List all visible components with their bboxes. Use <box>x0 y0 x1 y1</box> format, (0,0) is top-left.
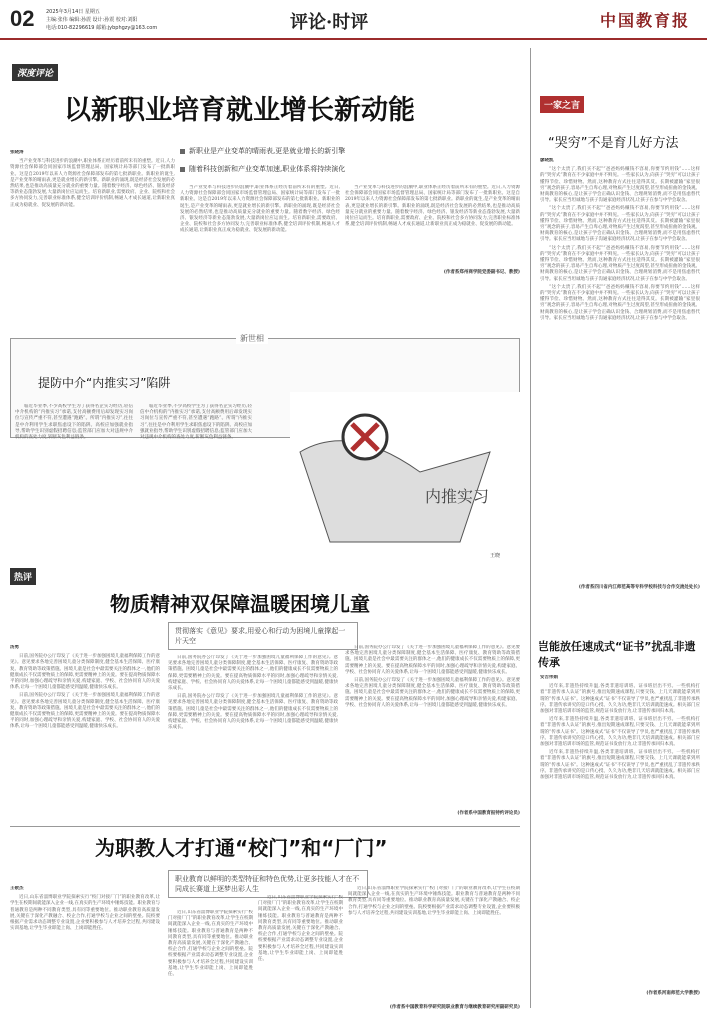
bottom-body-col3 <box>258 895 343 1015</box>
author-name: 王敬杰 <box>10 886 24 891</box>
body-text: “这个太贵了,我们买不起”“爸爸妈妈赚钱不容易,你要节约用钱”……这样的“哭穷式”教育在不少家庭中并不鲜见。一些家长认为,向孩子“哭穷”可以让孩子懂得节俭、珍惜财物。然而,这种教育方式往往适得其反。长期被灌输“家里很穷”观念的孩子,容易产生自卑心理,对物质产生过度渴望,甚至形成扭曲的金钱观。财商教育的核心,是让孩子学会正确认识金钱、合理规划消费,而不是用焦虑替代引导。家长应当坦诚地与孩子沟通家庭经济状况,让孩子在参与中学会取舍。 <box>540 245 700 282</box>
bottom-body-col2 <box>168 910 253 1015</box>
right2-body <box>540 675 700 985</box>
page-number: 02 <box>10 6 35 31</box>
body-text: 近年来,非遗热持续升温,各类非遗培训班、证书班层出不穷。一些机构打着“非遗传承人认证”的旗号,推出短期速成课程,只要交钱、上几天课就能拿到所谓的“传承人证书”。这种速成式“证书”不仅误导了学员,也严重扰乱了非遗传承秩序。非遗传承讲究的是口传心授、久久为功,绝非几天培训就能速成。相关部门应加强对非遗培训市场的监管,规范证书发放行为,让非遗传承回归本真。 <box>540 684 700 715</box>
hot-body-col1 <box>10 645 160 815</box>
main-body-col2 <box>180 185 340 265</box>
body-text: 近日,山东省淄博职业学院探索实行“校门对接厂门”的职业教育改革,让学生在校期间就能深入企业一线,在真实的生产环境中锤炼技能。职业教育与普通教育是两种不同教育类型,具有同等重要地位。推动职业教育高质量发展,关键在于深化产教融合、校企合作,打通学校与企业之间的壁垒。院校要根据产业需求动态调整专业设置,企业要积极参与人才培养全过程,共同建设实训基地,让学生毕业即能上岗、上岗即能胜任。 <box>348 886 520 916</box>
body-text: 近日,山东省淄博职业学院探索实行“校门对接厂门”的职业教育改革,让学生在校期间就能深入企业一线,在真实的生产环境中锤炼技能。职业教育与普通教育是两种不同教育类型,具有同等重要地位。推动职业教育高质量发展,关键在于深化产教融合、校企合作,打通学校与企业之间的壁垒。院校要根据产业需求动态调整专业设置,企业要积极参与人才培养全过程,共同建设实训基地,让学生毕业即能上岗、上岗即能胜任。 <box>168 910 253 978</box>
body-text: 日前,国务院办公厅印发了《关于进一步加强困境儿童福利保障工作的意见》。意见要求各地完善困境儿童分类保障制度,健全基本生活保障、医疗康复、教育资助等政策措施。困境儿童是社会中最需要关注的群体之一,他们的健康成长不仅需要物质上的保障,更需要精神上的关爱。要在提高物质保障水平的同时,加强心理疏导和亲情关爱,构建家庭、学校、社会协同育人的关爱体系,让每一个困境儿童都能感受到温暖,健康快乐成长。 <box>345 645 520 675</box>
tag-xinshixiang: 新世相 <box>236 333 268 344</box>
right2-author-note: (作者系河南师范大学教授) <box>646 991 700 996</box>
main-body-col3 <box>345 185 520 265</box>
body-text: “这个太贵了,我们买不起”“爸爸妈妈赚钱不容易,你要节约用钱”……这样的“哭穷式”教育在不少家庭中并不鲜见。一些家长认为,向孩子“哭穷”可以让孩子懂得节俭、珍惜财物。然而,这种教育方式往往适得其反。长期被灌输“家里很穷”观念的孩子,容易产生自卑心理,对物质产生过度渴望,甚至形成扭曲的金钱观。财商教育的核心,是让孩子学会正确认识金钱、合理规划消费,而不是用焦虑替代引导。家长应当坦诚地与孩子沟通家庭经济状况,让孩子在参与中学会取舍。 <box>540 284 700 321</box>
square-bullet-icon <box>180 167 185 172</box>
bullet-text: 新职业是产业变革的晴雨表,更是就业增长的新引擎 <box>189 147 346 155</box>
bullet-1 <box>180 146 510 156</box>
internship-illustration <box>290 392 520 562</box>
bottom-pull-quote: 职业教育以鲜明的类型特征和特色优势,让更多技能人才在不同成长赛道上逐梦出彩人生 <box>168 870 368 898</box>
body-text: “这个太贵了,我们买不起”“爸爸妈妈赚钱不容易,你要节约用钱”……这样的“哭穷式”教育在不少家庭中并不鲜见。一些家长认为,向孩子“哭穷”可以让孩子懂得节俭、珍惜财物。然而,这种教育方式往往适得其反。长期被灌输“家里很穷”观念的孩子,容易产生自卑心理,对物质产生过度渴望,甚至形成扭曲的金钱观。财商教育的核心,是让孩子学会正确认识金钱、合理规划消费,而不是用焦虑替代引导。家长应当坦诚地与孩子沟通家庭经济状况,让孩子在参与中学会取舍。 <box>540 206 700 243</box>
right1-author-note: (作者系四川省内江师范高等专科学校科技与合作交流处处长) <box>578 585 700 590</box>
bottom-title: 为职教人才打通“校门”和“厂门” <box>95 836 388 860</box>
body-text: 近年来,非遗热持续升温,各类非遗培训班、证书班层出不穷。一些机构打着“非遗传承人认证”的旗号,推出短期速成课程,只要交钱、上几天课就能拿到所谓的“传承人证书”。这种速成式“证书”不仅误导了学员,也严重扰乱了非遗传承秩序。非遗传承讲究的是口传心授、久久为功,绝非几天培训就能速成。相关部门应加强对非遗培训市场的监管,规范证书发放行为,让非遗传承回归本真。 <box>540 717 700 748</box>
hot-pull-quote: 贯彻落实《意见》要求,用爱心和行动为困境儿童撑起一片天空 <box>168 622 358 650</box>
body-text: 近年来,非遗热持续升温,各类非遗培训班、证书班层出不穷。一些机构打着“非遗传承人认证”的旗号,推出短期速成课程,只要交钱、上几天课就能拿到所谓的“传承人证书”。这种速成式“证书”不仅误导了学员,也严重扰乱了非遗传承秩序。非遗传承讲究的是口传心授、久久为功,绝非几天培训就能速成。相关部门应加强对非遗培训市场的监管,规范证书发放行为,让非遗传承回归本真。 <box>540 750 700 781</box>
stamped-internship-text: 内推实习 <box>425 487 490 506</box>
author-name: 廖晓凯 <box>540 158 554 163</box>
bullet-text: 随着科技创新和产业变革加速,职业体系将持续演化 <box>189 165 346 173</box>
hot-body-col3 <box>345 645 520 805</box>
body-text: “这个太贵了,我们买不起”“爸爸妈妈赚钱不容易,你要节约用钱”……这样的“哭穷式”教育在不少家庭中并不鲜见。一些家长认为,向孩子“哭穷”可以让孩子懂得节俭、珍惜财物。然而,这种教育方式往往适得其反。长期被灌输“家里很穷”观念的孩子,容易产生自卑心理,对物质产生过度渴望,甚至形成扭曲的金钱观。财商教育的核心,是让孩子学会正确认识金钱、合理规划消费,而不是用焦虑替代引导。家长应当坦诚地与孩子沟通家庭经济状况,让孩子在参与中学会取舍。 <box>540 167 700 204</box>
main-author-note: (作者系郑州商学院党委副书记、教授) <box>443 270 520 275</box>
bottom-body-col1 <box>10 886 160 1016</box>
body-text: 临近毕业季,不少高校学生为了获得名企实习经历,轻信中介机构的“内推实习”承诺,支付高额费用后却发现实习岗位与宣传严重不符,甚至遭遇“跑路”。所谓“内推实习”,往往是中介利用学生求职焦虑设下的陷阱。高校应加强就业指导,帮助学生识别虚假招聘信息;监管部门应加大对违规中介机构的查处力度,斩断灰色利益链条。 <box>140 404 252 441</box>
hot-author-note: (作者系中国教育报特约评论员) <box>457 811 520 816</box>
bullet-2 <box>180 164 510 174</box>
main-headline: 以新职业培育就业增长新动能 <box>64 95 415 126</box>
section-title: 评论·时评 <box>290 12 369 33</box>
body-text: 日前,国务院办公厅印发了《关于进一步加强困境儿童福利保障工作的意见》。意见要求各地完善困境儿童分类保障制度,健全基本生活保障、医疗康复、教育资助等政策措施。困境儿童是社会中最需要关注的群体之一,他们的健康成长不仅需要物质上的保障,更需要精神上的关爱。要在提高物质保障水平的同时,加强心理疏导和亲情关爱,构建家庭、学校、社会协同育人的关爱体系,让每一个困境儿童都能感受到温暖,健康快乐成长。 <box>168 694 338 731</box>
right1-title: “哭穷”不是育儿好方法 <box>548 136 679 151</box>
page-header <box>0 0 707 40</box>
body-text: 当产业变革与科技进步的浪潮中,职业体系正经历着前所未有的重塑。近日,人力资源社会保障部会同国家市场监督管理总局、国家统计局等部门发布了一批新职业。这是自2019年以来人力资源社会保障部发布的第七批新职业。新职业的诞生,是产业变革的晴雨表,更是就业增长的新引擎。新职业的涌现,既是经济社会发展的必然结果,也是推动高质量充分就业的重要力量。随着数字经济、绿色经济、银发经济等新业态蓬勃发展,大量新岗位应运而生。培育新职业,需要政府、企业、院校和社会多方协同发力,完善职业标准体系,健全培训评价机制,畅通人才成长通道,让新职业真正成为稳就业、促发展的新动能。 <box>10 159 175 208</box>
tag-rexping: 热评 <box>10 568 36 585</box>
column-logo: 深度评论 <box>12 64 58 81</box>
newspaper-name: 中国教育报 <box>600 11 691 30</box>
author-name: 张晓涛 <box>10 150 24 155</box>
commentary-body-col2 <box>140 404 252 484</box>
contact-line: 电话:010-82296619 邮箱:jybphgzy@163.com <box>46 25 158 31</box>
hot-title: 物质精神双保障温暖困境儿童 <box>110 592 370 616</box>
author-name: 安吉伟娟 <box>540 675 558 680</box>
body-text: 近日,山东省淄博职业学院探索实行“校门对接厂门”的职业教育改革,让学生在校期间就能深入企业一线,在真实的生产环境中锤炼技能。职业教育与普通教育是两种不同教育类型,具有同等重要地位。推动职业教育高质量发展,关键在于深化产教融合、校企合作,打通学校与企业之间的壁垒。院校要根据产业需求动态调整专业设置,企业要积极参与人才培养全过程,共同建设实训基地,让学生毕业即能上岗、上岗即能胜任。 <box>258 895 343 963</box>
body-text: 日前,国务院办公厅印发了《关于进一步加强困境儿童福利保障工作的意见》。意见要求各地完善困境儿童分类保障制度,健全基本生活保障、医疗康复、教育资助等政策措施。困境儿童是社会中最需要关注的群体之一,他们的健康成长不仅需要物质上的保障,更需要精神上的关爱。要在提高物质保障水平的同时,加强心理疏导和亲情关爱,构建家庭、学校、社会协同育人的关爱体系,让每一个困境儿童都能感受到温暖,健康快乐成长。 <box>345 678 520 708</box>
right1-body <box>540 158 700 578</box>
body-text: 当产业变革与科技进步的浪潮中,职业体系正经历着前所未有的重塑。近日,人力资源社会保障部会同国家市场监督管理总局、国家统计局等部门发布了一批新职业。这是自2019年以来人力资源社会保障部发布的第七批新职业。新职业的诞生,是产业变革的晴雨表,更是就业增长的新引擎。新职业的涌现,既是经济社会发展的必然结果,也是推动高质量充分就业的重要力量。随着数字经济、绿色经济、银发经济等新业态蓬勃发展,大量新岗位应运而生。培育新职业,需要政府、企业、院校和社会多方协同发力,完善职业标准体系,健全培训评价机制,畅通人才成长通道,让新职业真正成为稳就业、促发展的新动能。 <box>180 185 340 234</box>
body-text: 当产业变革与科技进步的浪潮中,职业体系正经历着前所未有的重塑。近日,人力资源社会保障部会同国家市场监督管理总局、国家统计局等部门发布了一批新职业。这是自2019年以来人力资源社会保障部发布的第七批新职业。新职业的诞生,是产业变革的晴雨表,更是就业增长的新引擎。新职业的涌现,既是经济社会发展的必然结果,也是推动高质量充分就业的重要力量。随着数字经济、绿色经济、银发经济等新业态蓬勃发展,大量新岗位应运而生。培育新职业,需要政府、企业、院校和社会多方协同发力,完善职业标准体系,健全培训评价机制,畅通人才成长通道,让新职业真正成为稳就业、促发展的新动能。 <box>345 185 520 228</box>
commentary-body-col1 <box>15 404 133 484</box>
date-line: 2025年3月14日 星期五 <box>46 9 100 15</box>
square-bullet-icon <box>180 149 185 154</box>
tag-yijiazhiyan: 一家之言 <box>540 96 584 113</box>
body-text: 临近毕业季,不少高校学生为了获得名企实习经历,轻信中介机构的“内推实习”承诺,支付高额费用后却发现实习岗位与宣传严重不符,甚至遭遇“跑路”。所谓“内推实习”,往往是中介利用学生求职焦虑设下的陷阱。高校应加强就业指导,帮助学生识别虚假招聘信息;监管部门应加大对违规中介机构的查处力度,斩断灰色利益链条。 <box>15 404 133 441</box>
body-text: 日前,国务院办公厅印发了《关于进一步加强困境儿童福利保障工作的意见》。意见要求各地完善困境儿童分类保障制度,健全基本生活保障、医疗康复、教育资助等政策措施。困境儿童是社会中最需要关注的群体之一,他们的健康成长不仅需要物质上的保障,更需要精神上的关爱。要在提高物质保障水平的同时,加强心理疏导和亲情关爱,构建家庭、学校、社会协同育人的关爱体系,让每一个困境儿童都能感受到温暖,健康快乐成长。 <box>10 693 160 730</box>
right2-title: 岂能放任速成式“证书”扰乱非遗传承 <box>538 640 696 669</box>
main-body-col1 <box>10 150 175 260</box>
body-text: 日前,国务院办公厅印发了《关于进一步加强困境儿童福利保障工作的意见》。意见要求各地完善困境儿童分类保障制度,健全基本生活保障、医疗康复、教育资助等政策措施。困境儿童是社会中最需要关注的群体之一,他们的健康成长不仅需要物质上的保障,更需要精神上的关爱。要在提高物质保障水平的同时,加强心理疏导和亲情关爱,构建家庭、学校、社会协同育人的关爱体系,让每一个困境儿童都能感受到温暖,健康快乐成长。 <box>168 655 338 692</box>
illustrator-credit: 王晓 <box>490 553 501 559</box>
commentary-title: 提防中介“内推实习”陷阱 <box>38 376 171 390</box>
editor-line: 主编:张伟 编辑:孙震 设计:孙震 校对:刘阳 <box>46 17 138 23</box>
bottom-author-note: (作者系中国教育科学研究院职业教育与继续教育研究所副研究员) <box>389 1005 520 1010</box>
bottom-body-col4 <box>348 886 520 1001</box>
hot-body-col2 <box>168 655 338 815</box>
body-text: 近日,山东省淄博职业学院探索实行“校门对接厂门”的职业教育改革,让学生在校期间就能深入企业一线,在真实的生产环境中锤炼技能。职业教育与普通教育是两种不同教育类型,具有同等重要地位。推动职业教育高质量发展,关键在于深化产教融合、校企合作,打通学校与企业之间的壁垒。院校要根据产业需求动态调整专业设置,企业要积极参与人才培养全过程,共同建设实训基地,让学生毕业即能上岗、上岗即能胜任。 <box>10 895 160 932</box>
body-text: 日前,国务院办公厅印发了《关于进一步加强困境儿童福利保障工作的意见》。意见要求各地完善困境儿童分类保障制度,健全基本生活保障、医疗康复、教育资助等政策措施。困境儿童是社会中最需要关注的群体之一,他们的健康成长不仅需要物质上的保障,更需要精神上的关爱。要在提高物质保障水平的同时,加强心理疏导和亲情关爱,构建家庭、学校、社会协同育人的关爱体系,让每一个困境儿童都能感受到温暖,健康快乐成长。 <box>10 654 160 691</box>
author-name: 汤勇 <box>10 645 19 650</box>
